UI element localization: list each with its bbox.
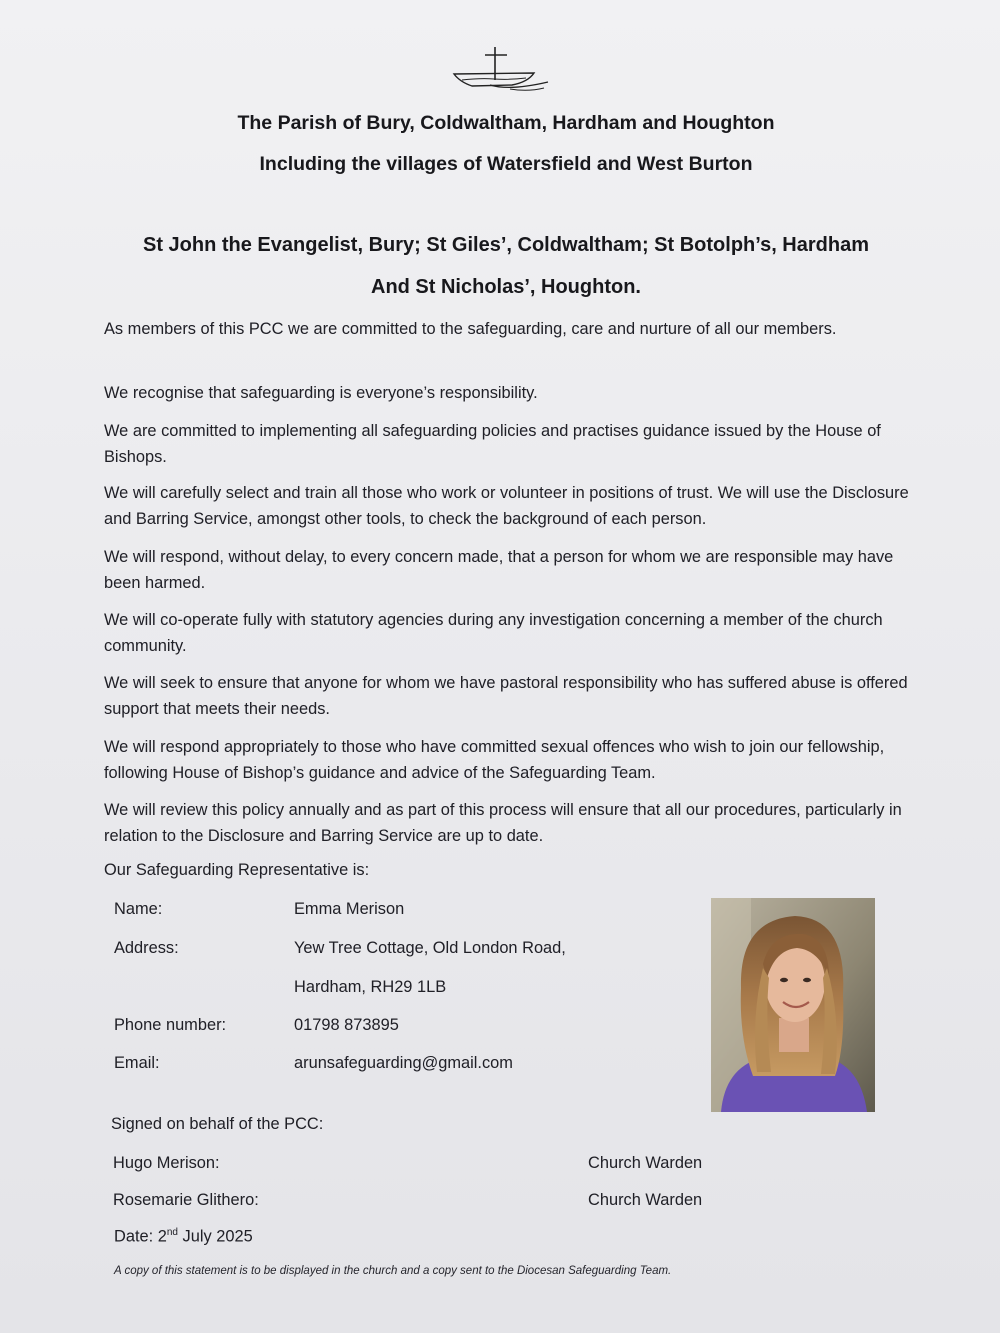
signature-date — [114, 1227, 253, 1246]
signed-intro: Signed on behalf of the PCC: — [111, 1115, 324, 1133]
email-address: arunsafeguarding@gmail.com — [294, 1054, 513, 1072]
representative-name: Emma Merison — [294, 900, 405, 918]
statement-paragraph: We recognise that safeguarding is everyone’s responsibility. — [104, 384, 538, 402]
statement-paragraph: We will respond, without delay, to every concern made, that a person for whom we are responsible may have been harmed. — [104, 548, 894, 592]
statement-paragraph: We will carefully select and train all those who work or volunteer in positions of trust. We will use the Disclosure and Barring Service, amongst other tools, to check the background of each person. — [104, 484, 909, 528]
signer-2-role: Church Warden — [588, 1191, 703, 1209]
email-label: Email: — [114, 1054, 160, 1072]
name-label: Name: — [114, 900, 163, 918]
statement-paragraph: We will review this policy annually and as part of this process will ensure that all our procedures, particularly in relation to the Disclosure and Barring Service are up to date. — [104, 801, 902, 845]
signer-1: Hugo Merison: — [113, 1154, 220, 1172]
statement-paragraph: We will seek to ensure that anyone for whom we have pastoral responsibility who has suffered abuse is offered support that meets their needs. — [104, 674, 908, 718]
statement-paragraph: We will co-operate fully with statutory agencies during any investigation concerning a member of the church community. — [104, 611, 883, 655]
churches-line-2: And St Nicholas’, Houghton. — [371, 276, 641, 298]
statement-paragraph: We are committed to implementing all safeguarding policies and practises guidance issued by the House of Bishops. — [104, 422, 881, 466]
address-line-2: Hardham, RH29 1LB — [294, 978, 447, 996]
address-line-1: Yew Tree Cottage, Old London Road, — [294, 939, 566, 957]
signer-1-role: Church Warden — [588, 1154, 703, 1172]
footnote: A copy of this statement is to be displayed in the church and a copy sent to the Diocesan Safeguarding Team. — [114, 1265, 672, 1277]
representative-portrait — [711, 898, 875, 1112]
representative-intro: Our Safeguarding Representative is: — [104, 861, 370, 879]
statement-paragraph: We will respond appropriately to those who have committed sexual offences who wish to join our fellowship, following House of Bishop’s guidance and advice of the Safeguarding Team. — [104, 738, 885, 782]
date-ordinal: nd — [166, 1227, 178, 1238]
signer-2: Rosemarie Glithero: — [113, 1191, 259, 1209]
phone-number: 01798 873895 — [294, 1016, 399, 1034]
parish-title: The Parish of Bury, Coldwaltham, Hardham and Houghton — [237, 112, 775, 134]
date-rest: July 2025 — [177, 1227, 253, 1246]
address-label: Address: — [114, 939, 179, 957]
phone-label: Phone number: — [114, 1016, 227, 1034]
villages-line: Including the villages of Watersfield and West Burton — [259, 153, 753, 175]
boat-cross-icon — [450, 44, 550, 96]
date-prefix: Date: 2 — [114, 1227, 167, 1246]
churches-line-1: St John the Evangelist, Bury; St Giles’, Coldwaltham; St Botolph’s, Hardham — [142, 234, 869, 256]
statement-paragraph: As members of this PCC we are committed to the safeguarding, care and nurture of all our members. — [104, 320, 837, 338]
